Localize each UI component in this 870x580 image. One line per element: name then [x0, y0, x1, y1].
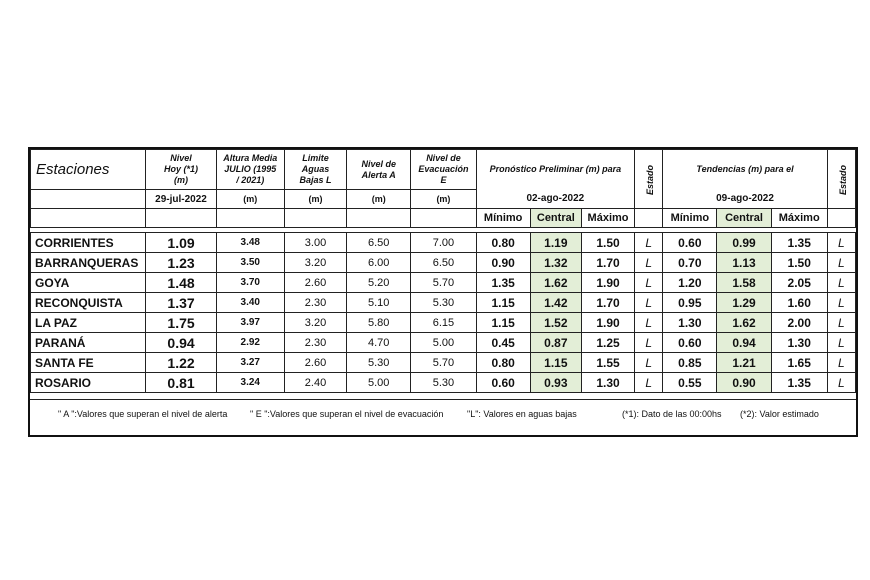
table-row: [31, 253, 856, 273]
table-row: [31, 273, 856, 293]
pronostico-maximo: 1.25: [581, 333, 634, 353]
pronostico-maximo: 1.55: [581, 353, 634, 373]
nivel-hoy: 1.09: [146, 233, 216, 253]
pronostico-minimo: 0.45: [476, 333, 530, 353]
estado-tendencia: L: [827, 253, 855, 273]
altura-media: 3.97: [216, 313, 284, 333]
nivel-hoy: 1.37: [146, 293, 216, 313]
header-altura-line2: JULIO (1995: [224, 164, 277, 174]
sub-blank-estaciones: [31, 209, 146, 228]
evacuacion-value: 5.70: [411, 353, 476, 373]
estado-pronostico: L: [635, 333, 663, 353]
pronostico-maximo: 1.50: [581, 233, 634, 253]
pronostico-central: 1.32: [530, 253, 581, 273]
legend-estimado: (*2): Valor estimado: [740, 409, 819, 419]
tendencia-maximo: 1.60: [771, 293, 827, 313]
header-nivel-hoy: [146, 150, 216, 190]
sub-blank-limite: [284, 209, 346, 228]
header-limite-line3: Bajas L: [299, 175, 332, 185]
header-evac-line3: E: [440, 175, 447, 185]
tendencia-central: 1.62: [717, 313, 771, 333]
tendencia-minimo: 1.20: [663, 273, 717, 293]
alerta-value: 6.00: [347, 253, 411, 273]
tendencia-maximo: 1.50: [771, 253, 827, 273]
pronostico-central: 1.19: [530, 233, 581, 253]
pronostico-maximo: 1.90: [581, 313, 634, 333]
legend-footer: [30, 399, 856, 436]
nivel-hoy: 1.23: [146, 253, 216, 273]
sub-pronostico-minimo: Mínimo: [476, 209, 530, 228]
header-nivel-hoy-date: 29-jul-2022: [146, 190, 216, 209]
estado-tendencia: L: [827, 293, 855, 313]
tendencia-maximo: 2.05: [771, 273, 827, 293]
tendencia-maximo: 1.65: [771, 353, 827, 373]
tendencia-maximo: 1.35: [771, 233, 827, 253]
tendencia-maximo: 2.00: [771, 313, 827, 333]
alerta-value: 5.20: [347, 273, 411, 293]
limite-value: 2.60: [284, 353, 346, 373]
header-evac-unit: (m): [411, 190, 476, 209]
forecast-table: [30, 149, 856, 393]
legend-evacuacion: " E ":Valores que superan el nivel de evacuación: [250, 409, 444, 419]
estado-pronostico: L: [635, 253, 663, 273]
altura-media: 3.24: [216, 373, 284, 393]
sub-tendencia-maximo: Máximo: [771, 209, 827, 228]
estado-tendencia: L: [827, 333, 855, 353]
header-limite-line2: Aguas: [301, 164, 330, 174]
altura-media: 3.50: [216, 253, 284, 273]
altura-media: 3.40: [216, 293, 284, 313]
estado-tendencia: L: [827, 233, 855, 253]
tendencia-central: 0.94: [717, 333, 771, 353]
evacuacion-value: 7.00: [411, 233, 476, 253]
pronostico-minimo: 0.80: [476, 353, 530, 373]
pronostico-central: 0.87: [530, 333, 581, 353]
tendencia-maximo: 1.30: [771, 333, 827, 353]
table-row: [31, 233, 856, 253]
header-pronostico: Pronóstico Preliminar (m) para: [476, 150, 635, 190]
header-estado-1: [635, 150, 663, 209]
station-name: BARRANQUERAS: [31, 253, 146, 273]
subheader-row: [31, 209, 856, 228]
tendencia-minimo: 0.70: [663, 253, 717, 273]
header-units-row: [31, 190, 856, 209]
header-estado-1-label: Estado: [645, 164, 656, 196]
evacuacion-value: 5.30: [411, 293, 476, 313]
alerta-value: 4.70: [347, 333, 411, 353]
header-alerta-line1: Nivel de: [361, 158, 396, 169]
header-estado-2: [827, 150, 855, 209]
nivel-hoy: 0.81: [146, 373, 216, 393]
header-pronostico-date: 02-ago-2022: [476, 190, 635, 209]
altura-media: 3.70: [216, 273, 284, 293]
alerta-value: 5.10: [347, 293, 411, 313]
pronostico-central: 1.42: [530, 293, 581, 313]
pronostico-minimo: 1.15: [476, 293, 530, 313]
sub-tendencia-minimo: Mínimo: [663, 209, 717, 228]
sub-blank-hoy: [146, 209, 216, 228]
header-nivel-hoy-line1: Nivel: [170, 153, 192, 163]
altura-media: 3.48: [216, 233, 284, 253]
forecast-table-frame: [28, 147, 858, 437]
limite-value: 2.60: [284, 273, 346, 293]
table-row: [31, 333, 856, 353]
alerta-value: 5.00: [347, 373, 411, 393]
estado-pronostico: L: [635, 353, 663, 373]
sub-blank-estado-2: [827, 209, 855, 228]
tendencia-minimo: 0.60: [663, 333, 717, 353]
tendencia-central: 0.99: [717, 233, 771, 253]
header-estaciones-blank: [31, 190, 146, 209]
table-row: [31, 293, 856, 313]
header-limite: [284, 150, 346, 190]
estado-tendencia: L: [827, 373, 855, 393]
limite-value: 2.40: [284, 373, 346, 393]
tendencia-central: 1.58: [717, 273, 771, 293]
pronostico-minimo: 1.35: [476, 273, 530, 293]
evacuacion-value: 6.50: [411, 253, 476, 273]
pronostico-central: 0.93: [530, 373, 581, 393]
table-row: [31, 373, 856, 393]
tendencia-minimo: 0.55: [663, 373, 717, 393]
nivel-hoy: 1.75: [146, 313, 216, 333]
evacuacion-value: 6.15: [411, 313, 476, 333]
tendencia-minimo: 0.95: [663, 293, 717, 313]
nivel-hoy: 0.94: [146, 333, 216, 353]
header-altura-media: [216, 150, 284, 190]
station-name: SANTA FE: [31, 353, 146, 373]
tendencia-maximo: 1.35: [771, 373, 827, 393]
tendencia-central: 1.13: [717, 253, 771, 273]
header-altura-unit: (m): [216, 190, 284, 209]
estado-tendencia: L: [827, 273, 855, 293]
header-evac-line2: Evacuación: [418, 164, 469, 174]
limite-value: 3.20: [284, 253, 346, 273]
limite-value: 3.20: [284, 313, 346, 333]
sub-blank-evac: [411, 209, 476, 228]
station-name: GOYA: [31, 273, 146, 293]
estado-pronostico: L: [635, 373, 663, 393]
evacuacion-value: 5.70: [411, 273, 476, 293]
legend-dato: (*1): Dato de las 00:00hs: [622, 409, 722, 419]
nivel-hoy: 1.48: [146, 273, 216, 293]
nivel-hoy: 1.22: [146, 353, 216, 373]
estado-pronostico: L: [635, 233, 663, 253]
pronostico-minimo: 0.90: [476, 253, 530, 273]
header-row: [31, 150, 856, 190]
data-rows: [31, 233, 856, 393]
estado-tendencia: L: [827, 353, 855, 373]
pronostico-maximo: 1.90: [581, 273, 634, 293]
header-evac-line1: Nivel de: [426, 153, 461, 163]
header-alerta-line2: Alerta A: [361, 169, 396, 180]
alerta-value: 5.80: [347, 313, 411, 333]
pronostico-minimo: 1.15: [476, 313, 530, 333]
evacuacion-value: 5.00: [411, 333, 476, 353]
header-nivel-hoy-line2: Hoy (*1): [164, 164, 199, 174]
sub-blank-media: [216, 209, 284, 228]
legend-aguas-bajas: "L": Valores en aguas bajas: [467, 409, 577, 419]
station-name: RECONQUISTA: [31, 293, 146, 313]
limite-value: 2.30: [284, 333, 346, 353]
tendencia-minimo: 1.30: [663, 313, 717, 333]
header-alerta-unit: (m): [347, 190, 411, 209]
sub-blank-estado-1: [635, 209, 663, 228]
pronostico-minimo: 0.60: [476, 373, 530, 393]
tendencia-minimo: 0.85: [663, 353, 717, 373]
pronostico-maximo: 1.70: [581, 253, 634, 273]
sub-pronostico-maximo: Máximo: [581, 209, 634, 228]
header-altura-line3: / 2021): [236, 175, 265, 185]
limite-value: 2.30: [284, 293, 346, 313]
estado-pronostico: L: [635, 273, 663, 293]
legend-alerta: " A ":Valores que superan el nivel de alerta: [58, 409, 228, 419]
estado-pronostico: L: [635, 293, 663, 313]
sub-blank-alerta: [347, 209, 411, 228]
station-name: ROSARIO: [31, 373, 146, 393]
pronostico-maximo: 1.30: [581, 373, 634, 393]
header-limite-line1: Limite: [302, 153, 329, 163]
header-alerta: [347, 150, 411, 190]
pronostico-minimo: 0.80: [476, 233, 530, 253]
tendencia-central: 1.29: [717, 293, 771, 313]
header-nivel-hoy-line3: (m): [174, 175, 189, 185]
tendencia-minimo: 0.60: [663, 233, 717, 253]
sub-pronostico-central: Central: [530, 209, 581, 228]
pronostico-central: 1.52: [530, 313, 581, 333]
station-name: PARANÁ: [31, 333, 146, 353]
table-row: [31, 313, 856, 333]
header-altura-line1: Altura Media: [223, 153, 278, 163]
alerta-value: 5.30: [347, 353, 411, 373]
alerta-value: 6.50: [347, 233, 411, 253]
header-estado-2-label: Estado: [837, 164, 848, 196]
altura-media: 2.92: [216, 333, 284, 353]
limite-value: 3.00: [284, 233, 346, 253]
table-row: [31, 353, 856, 373]
header-estaciones: Estaciones: [31, 150, 146, 190]
estado-tendencia: L: [827, 313, 855, 333]
estado-pronostico: L: [635, 313, 663, 333]
evacuacion-value: 5.30: [411, 373, 476, 393]
station-name: CORRIENTES: [31, 233, 146, 253]
tendencia-central: 1.21: [717, 353, 771, 373]
header-tendencias: Tendencias (m) para el: [663, 150, 828, 190]
sub-tendencia-central: Central: [717, 209, 771, 228]
pronostico-maximo: 1.70: [581, 293, 634, 313]
header-evacuacion: [411, 150, 476, 190]
header-tendencias-date: 09-ago-2022: [663, 190, 828, 209]
header-limite-unit: (m): [284, 190, 346, 209]
blurred-header-fragment: [330, 139, 560, 145]
pronostico-central: 1.62: [530, 273, 581, 293]
station-name: LA PAZ: [31, 313, 146, 333]
altura-media: 3.27: [216, 353, 284, 373]
tendencia-central: 0.90: [717, 373, 771, 393]
pronostico-central: 1.15: [530, 353, 581, 373]
